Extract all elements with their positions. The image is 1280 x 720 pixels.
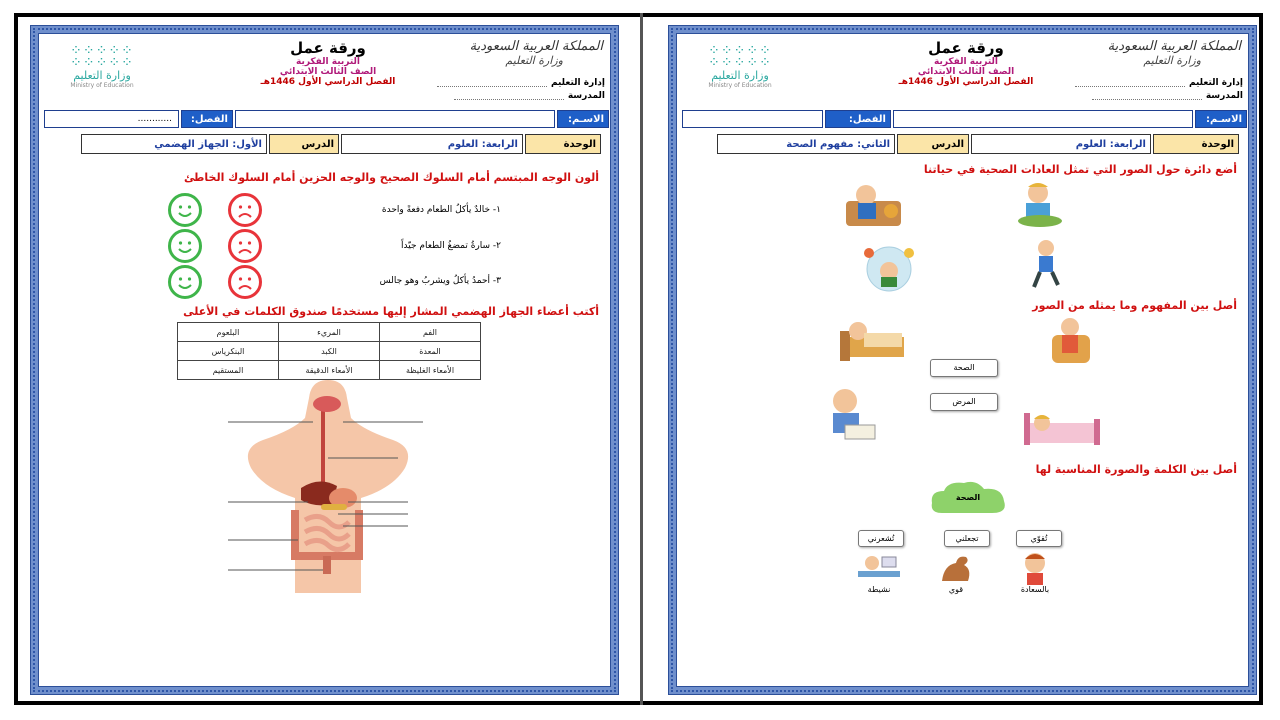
unit-value: الرابعة: العلوم (341, 134, 523, 154)
child-eating-junk-picture[interactable] (836, 181, 911, 231)
name-row (40, 110, 609, 130)
healthy-food-plate-picture[interactable] (859, 239, 919, 294)
sick-child-in-bed-picture[interactable] (836, 315, 908, 363)
sad-face-icon[interactable] (228, 229, 262, 263)
child-eating-healthy-picture[interactable] (1006, 181, 1076, 231)
happy-face-icon[interactable] (168, 265, 202, 299)
school-meta (437, 76, 605, 102)
picture-word: بالسعادة (1020, 585, 1050, 594)
word-chip[interactable]: تجعلني (944, 530, 990, 547)
moe-logo: ⁘⁘⁘⁘⁘ ⁘⁘⁘⁘⁘ وزارة التعليم Ministry of Education (52, 45, 152, 89)
word-cell: المستقيم (178, 361, 279, 380)
cloud-word: الصحة (955, 493, 981, 502)
school-label: المدرسة (1205, 90, 1243, 101)
table-row (178, 342, 481, 361)
leader-lines (223, 378, 433, 593)
sheet-title-block (866, 39, 1066, 87)
unit-value: الرابعة: العلوم (971, 134, 1151, 154)
table-row (178, 323, 481, 342)
active-child-at-desk-picture[interactable] (856, 553, 902, 583)
table-row (178, 361, 481, 380)
term: الفصل الدراسي الأول 1446هـ (260, 77, 396, 87)
subject: التربية الفكرية (296, 57, 360, 67)
worksheet-left (31, 26, 618, 694)
child-sleeping-picture[interactable] (1022, 405, 1102, 450)
class-field[interactable]: ............ (44, 110, 179, 128)
edu-admin-label: إدارة التعليم (550, 77, 605, 88)
lesson-value: الأول: الجهاز الهضمي (81, 134, 267, 154)
child-running-picture[interactable] (1026, 239, 1066, 294)
child-sitting-picture[interactable] (1046, 315, 1096, 367)
sheet-header (38, 33, 611, 109)
word-cell: الكبد (279, 342, 380, 361)
sheet-title: ورقة عمل (290, 39, 366, 57)
word-chip[interactable]: تُشعرني (858, 530, 904, 547)
name-label: الاسـم: (557, 110, 609, 128)
question-1-heading: أضع دائرة حول الصور التي تمثل العادات الصحية في حياتنا (923, 163, 1237, 176)
behaviour-item-1: ١- خالدٌ يأكلُ الطعام دفعةً واحدة (381, 205, 501, 215)
concept-health-chip[interactable]: الصحة (930, 359, 998, 377)
happy-child-picture[interactable] (1020, 551, 1050, 585)
moe-logo-icon: ⁘⁘⁘⁘⁘ ⁘⁘⁘⁘⁘ (708, 43, 772, 71)
kingdom-logo-text: المملكة العربية السعودية وزارة التعليم (1107, 39, 1241, 67)
unit-label: الوحدة (1153, 134, 1239, 154)
lesson-label: الدرس (269, 134, 339, 154)
term: الفصل الدراسي الأول 1446هـ (898, 77, 1034, 87)
happy-face-icon[interactable] (168, 229, 202, 263)
sad-face-icon[interactable] (228, 193, 262, 227)
child-reading-picture[interactable] (821, 385, 881, 445)
question-2-heading: أكتب أعضاء الجهاز الهضمي المشار إليها مستخدمًا صندوق الكلمات في الأعلى (183, 305, 599, 318)
question-1-heading: ألون الوجه المبتسم أمام السلوك الصحيح والوجه الحزين أمام السلوك الخاطئ (183, 171, 599, 184)
word-cell: المعدة (380, 342, 481, 361)
school-field[interactable] (1092, 91, 1202, 100)
school-field[interactable] (454, 91, 564, 100)
edu-admin-label: إدارة التعليم (1188, 77, 1243, 88)
word-cell: البنكرياس (178, 342, 279, 361)
subject: التربية الفكرية (934, 57, 998, 67)
word-cell: المريء (279, 323, 380, 342)
moe-logo-icon: ⁘⁘⁘⁘⁘ ⁘⁘⁘⁘⁘ (70, 43, 134, 71)
edu-admin-field[interactable] (1075, 78, 1185, 87)
name-field[interactable] (235, 110, 555, 128)
word-cell: الأمعاء الغليظة (380, 361, 481, 380)
lesson-label: الدرس (897, 134, 969, 154)
strong-arm-picture[interactable] (938, 551, 974, 585)
name-field[interactable] (893, 110, 1193, 128)
class-label: الفصل: (825, 110, 891, 128)
behaviour-item-3: ٣- أحمدُ يأكلُ ويشربُ وهو جالس (379, 276, 501, 286)
word-cell: البلعوم (178, 323, 279, 342)
grade: الصف الثالث الابتدائي (279, 67, 377, 77)
worksheet-right (669, 26, 1256, 694)
sheet-title-block (228, 39, 428, 87)
lesson-value: الثاني: مفهوم الصحة (717, 134, 895, 154)
word-cell: الفم (380, 323, 481, 342)
word-cell: الأمعاء الدقيقة (279, 361, 380, 380)
concept-illness-chip[interactable]: المرض (930, 393, 998, 411)
word-chip[interactable]: تُقوّي (1016, 530, 1062, 547)
happy-face-icon[interactable] (168, 193, 202, 227)
unit-row (48, 134, 601, 154)
class-field[interactable] (682, 110, 823, 128)
school-label: المدرسة (567, 90, 605, 101)
page-divider (640, 13, 643, 705)
picture-word: نشيطة (867, 585, 891, 594)
edu-admin-field[interactable] (437, 78, 547, 87)
picture-word: قوي (948, 585, 964, 594)
school-meta (1075, 76, 1243, 102)
question-2-heading: أصل بين المفهوم وما يمثله من الصور (1032, 299, 1237, 312)
name-row (678, 110, 1247, 130)
question-3-heading: أصل بين الكلمة والصورة المناسبة لها (1035, 463, 1237, 476)
sad-face-icon[interactable] (228, 265, 262, 299)
unit-row (686, 134, 1239, 154)
behaviour-item-2: ٢- سارةُ تمضغُ الطعام جيّداً (401, 241, 501, 251)
sheet-header (676, 33, 1249, 109)
word-box-table (177, 322, 481, 380)
moe-logo: ⁘⁘⁘⁘⁘ ⁘⁘⁘⁘⁘ وزارة التعليم Ministry of Education (690, 45, 790, 89)
unit-label: الوحدة (525, 134, 601, 154)
kingdom-logo-text: المملكة العربية السعودية وزارة التعليم (469, 39, 603, 67)
grade: الصف الثالث الابتدائي (917, 67, 1015, 77)
name-label: الاسـم: (1195, 110, 1247, 128)
class-label: الفصل: (181, 110, 233, 128)
sheet-title: ورقة عمل (928, 39, 1004, 57)
